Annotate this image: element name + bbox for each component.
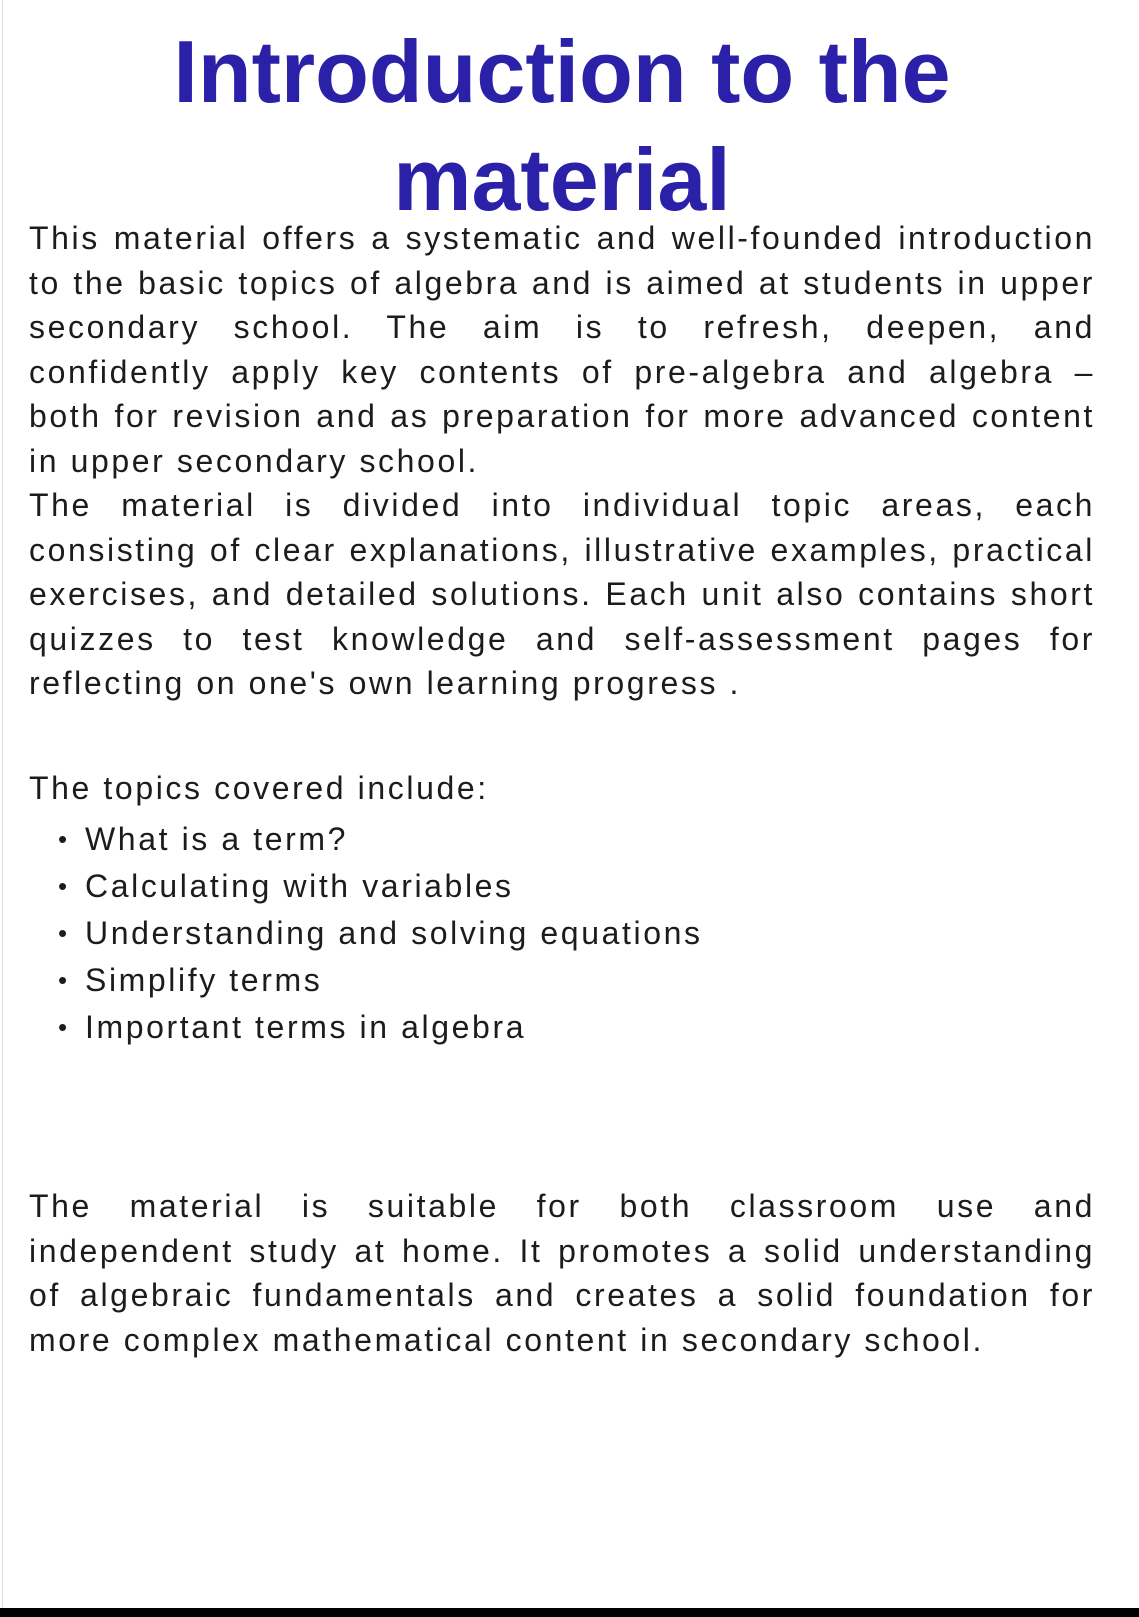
topics-list-item bbox=[58, 910, 1095, 957]
topics-list-item bbox=[58, 957, 1095, 1004]
topics-list-item-label: Simplify terms bbox=[85, 962, 323, 998]
page-left-edge-line bbox=[2, 0, 3, 1608]
page-title: Introduction to the material bbox=[173, 22, 951, 229]
bottom-letterbox-bar bbox=[0, 1608, 1139, 1617]
topics-list-item bbox=[58, 816, 1095, 863]
topics-list bbox=[29, 816, 1095, 1051]
topics-list-item bbox=[58, 1004, 1095, 1051]
closing-paragraph: The material is suitable for both classroom use and independent study at home. It promotes a solid understanding of algebraic fundamentals and creates a solid foundation for more complex mathematical content in secondary school. bbox=[29, 1188, 1095, 1358]
topics-list-item-label: What is a term? bbox=[85, 821, 349, 857]
intro-paragraph: This material offers a systematic and well-founded introduction to the basic topics of algebra and is aimed at students in upper secondary school. The aim is to refresh, deepen, and confidently apply key contents of pre-algebra and algebra – both for revision and as preparation for more advanced content in upper secondary school. bbox=[29, 220, 1095, 479]
topics-list-item-label: Important terms in algebra bbox=[85, 1009, 527, 1045]
topics-list-item-label: Understanding and solving equations bbox=[85, 915, 703, 951]
topics-heading: The topics covered include: bbox=[29, 769, 489, 806]
structure-paragraph: The material is divided into individual topic areas, each consisting of clear explanations, illustrative examples, practical exercises, and detailed solutions. Each unit also contains short quizzes to test knowledge and self-assessment pages for reflecting on one's own learning progress . bbox=[29, 487, 1095, 701]
topics-list-item bbox=[58, 863, 1095, 910]
topics-list-item-label: Calculating with variables bbox=[85, 868, 514, 904]
